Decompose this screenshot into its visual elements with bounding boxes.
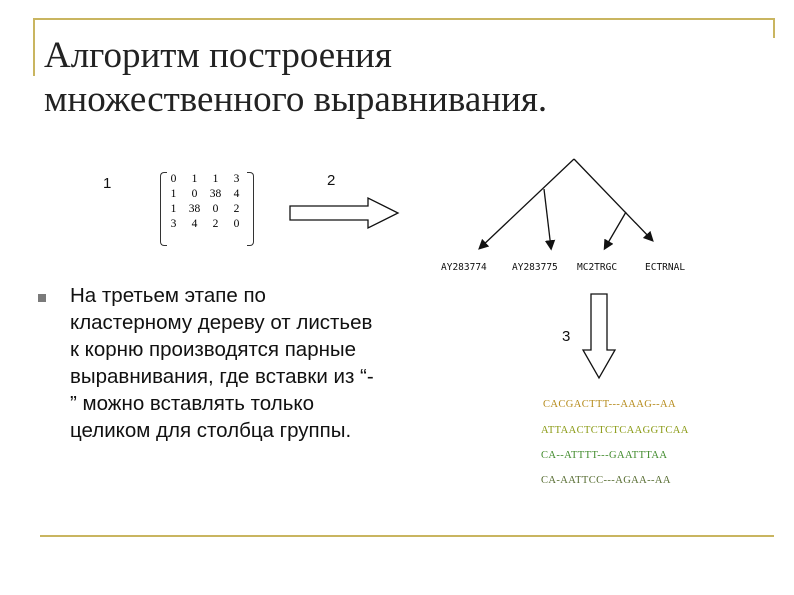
- matrix-cell: 4: [233, 188, 240, 200]
- matrix-cell: 0: [191, 188, 198, 200]
- tree-branch: [605, 212, 626, 248]
- tree-branch: [544, 189, 551, 248]
- aligned-sequence: CA--ATTTT---GAATTTAA: [541, 450, 668, 461]
- matrix-cell: 4: [191, 218, 198, 230]
- frame-bottom-line: [40, 535, 774, 537]
- matrix-cell: 1: [212, 173, 219, 185]
- tree-branch: [480, 159, 574, 248]
- bullet-marker: [38, 294, 46, 302]
- title-line-2: множественного выравнивания.: [44, 79, 548, 120]
- paragraph-line: ” можно вставлять только: [70, 392, 314, 415]
- paragraph-line: выравнивания, где вставки из “-: [70, 365, 374, 388]
- step-3-label: 3: [562, 328, 571, 345]
- frame-left-line: [33, 18, 35, 76]
- matrix-row: [163, 187, 247, 202]
- tree-leaf-label: AY283774: [441, 262, 487, 273]
- matrix-row: [163, 202, 247, 217]
- matrix-cell: 2: [212, 218, 219, 230]
- aligned-sequence: CACGACTTT---AAAG--AA: [543, 399, 677, 410]
- matrix-cell: 1: [170, 188, 177, 200]
- matrix-cell: 1: [191, 173, 198, 185]
- step-2-label: 2: [327, 172, 336, 189]
- matrix-cell: 2: [233, 203, 240, 215]
- down-arrow-icon: [581, 292, 617, 382]
- aligned-sequence: CA-AATTCC---AGAA--AA: [541, 475, 671, 486]
- matrix-cell: 0: [212, 203, 219, 215]
- tree-leaf-label: MC2TRGC: [577, 262, 618, 273]
- matrix-row: [163, 217, 247, 232]
- matrix-table: [163, 172, 247, 232]
- paragraph-line: целиком для столбца группы.: [70, 419, 352, 442]
- slide-title: [44, 34, 744, 122]
- paragraph-line: к корню производятся парные: [70, 338, 357, 361]
- matrix-cell: 1: [170, 203, 177, 215]
- matrix-cell: 3: [170, 218, 177, 230]
- tree-branch: [574, 159, 652, 240]
- distance-matrix: [163, 172, 255, 246]
- paragraph-line: На третьем этапе по: [70, 284, 266, 307]
- matrix-cell: 38: [209, 188, 222, 200]
- frame-top-line: [33, 18, 775, 20]
- tree-leaf-label: ECTRNAL: [645, 262, 686, 273]
- right-arrow-icon: [288, 196, 402, 230]
- matrix-cell: 3: [233, 173, 240, 185]
- paragraph-line: кластерному дереву от листьев: [70, 311, 373, 334]
- matrix-row: [163, 172, 247, 187]
- matrix-cell: 0: [170, 173, 177, 185]
- cluster-tree-diagram: [470, 152, 710, 262]
- aligned-sequence: ATTAACTCTCTCAAGGTCAA: [541, 425, 689, 436]
- bullet-paragraph: [70, 282, 470, 444]
- title-line-1: Алгоритм построения: [44, 35, 392, 76]
- matrix-cell: 0: [233, 218, 240, 230]
- tree-leaf-label: AY283775: [512, 262, 558, 273]
- frame-right-line: [773, 18, 775, 38]
- step-1-label: 1: [103, 175, 112, 192]
- matrix-cell: 38: [188, 203, 201, 215]
